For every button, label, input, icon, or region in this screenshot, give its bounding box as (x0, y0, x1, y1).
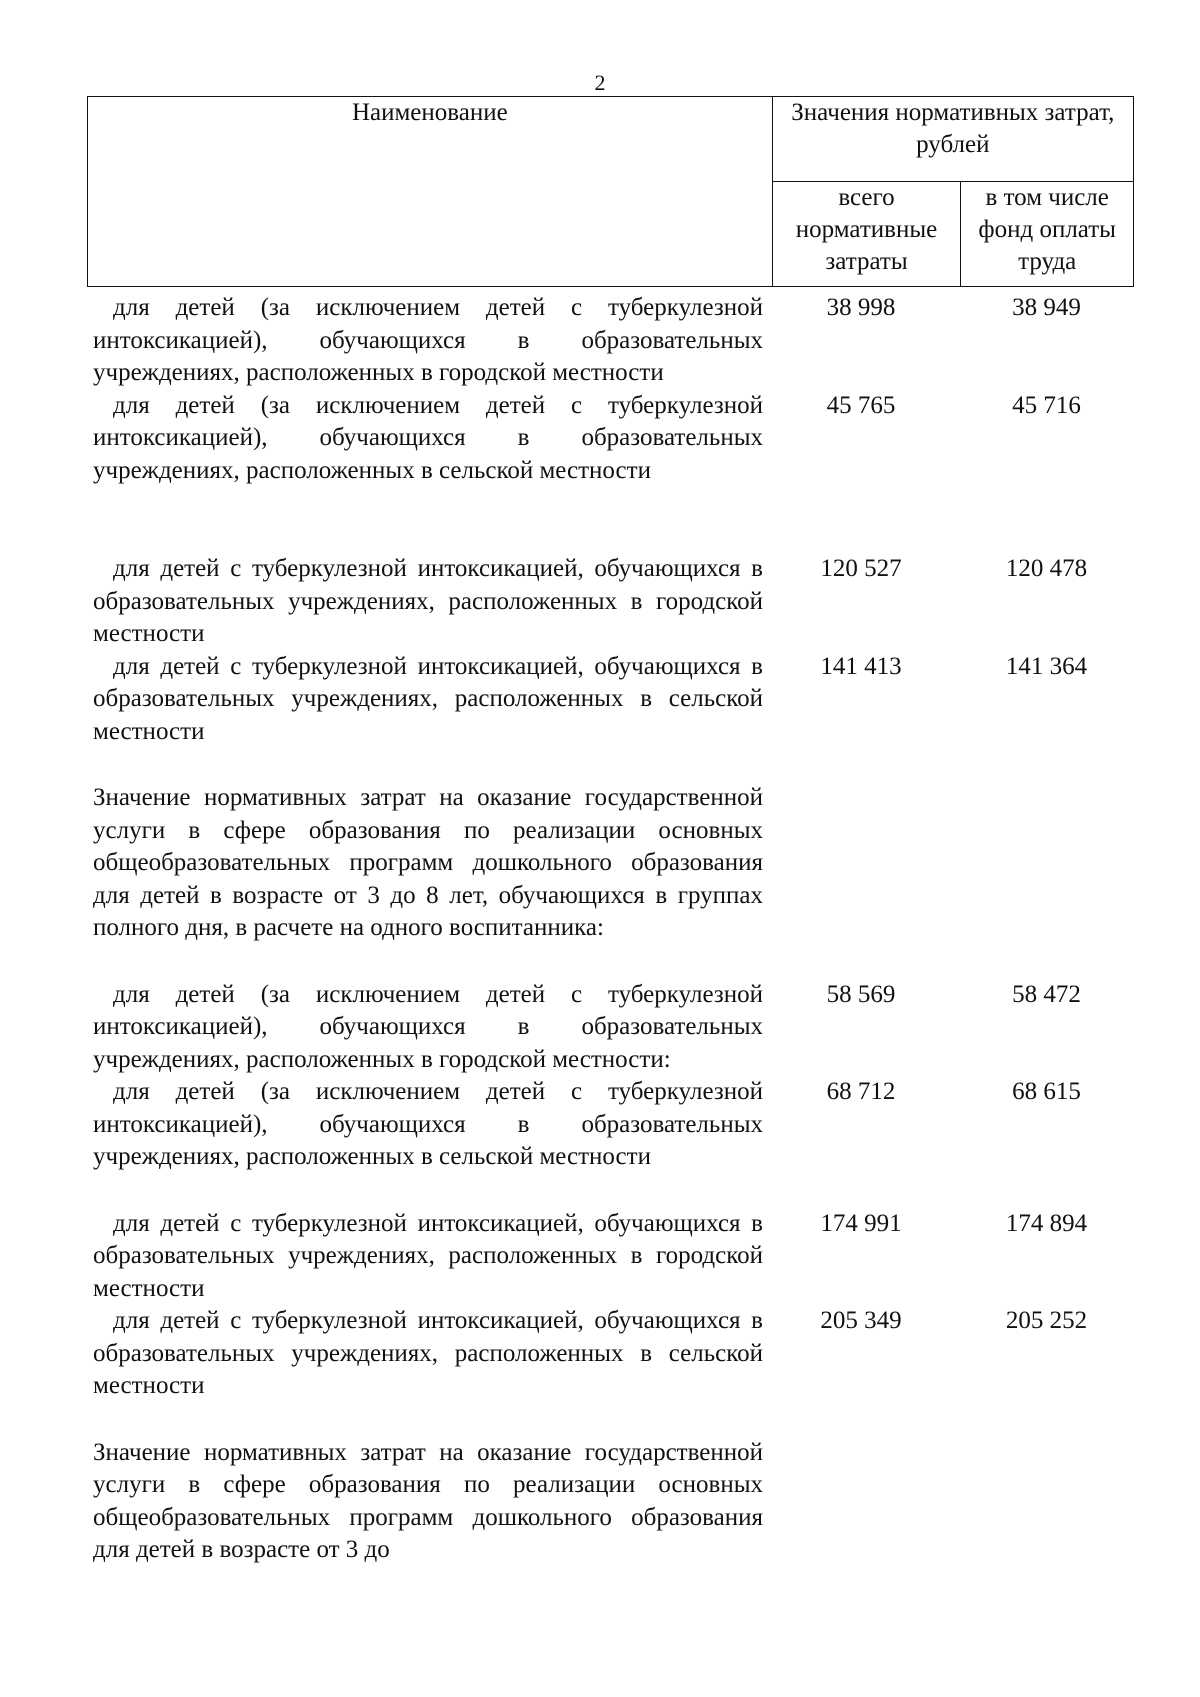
row-name: для детей с туберкулезной интоксикацией, обучающихся в образовательных учреждениях, расположенных в городской местности (93, 555, 763, 647)
row-total: 45 765 (826, 391, 896, 419)
table-row (93, 651, 1134, 749)
table-row (93, 553, 1134, 651)
table-row (93, 1076, 1134, 1174)
table-row (93, 979, 1134, 1077)
table-row (93, 292, 1134, 390)
table-row (93, 1305, 1134, 1403)
table-header (87, 96, 1134, 287)
header-total: всего нормативные затраты (772, 182, 961, 287)
table-row (93, 1208, 1134, 1306)
row-fot: 58 472 (1012, 980, 1081, 1008)
row-total: 58 569 (826, 980, 896, 1008)
row-name: для детей (за исключением детей с туберкулезной интоксикацией), обучающихся в образовательных учреждениях, расположенных в городской местности: (93, 980, 763, 1073)
row-fot: 120 478 (1005, 555, 1088, 582)
row-fot: 141 364 (1005, 652, 1088, 680)
section-heading: Значение нормативных затрат на оказание государственной услуги в сфере образования по реализации основных общеобразовательных программ дошкольного образования для детей в возрасте от 3 до 8 лет, обучающихся в группах полного дня, в расчете на одного воспитанника: (93, 784, 763, 941)
table-body (93, 292, 1134, 1567)
row-name: для детей (за исключением детей с туберкулезной интоксикацией), обучающихся в образовательных учреждениях, расположенных в сельской местности (93, 1078, 763, 1170)
table-row (93, 390, 1134, 488)
header-values: Значения нормативных затрат, рублей (772, 97, 1133, 182)
header-name: Наименование (88, 97, 773, 287)
row-total: 68 712 (826, 1078, 896, 1105)
row-fot: 68 615 (1012, 1078, 1081, 1105)
row-total: 120 527 (820, 555, 902, 582)
row-total: 174 991 (820, 1209, 902, 1237)
row-name: для детей с туберкулезной интоксикацией, обучающихся в образовательных учреждениях, расположенных в сельской местности (93, 1307, 763, 1399)
header-fot: в том числе фонд оплаты труда (961, 182, 1134, 287)
row-name: для детей (за исключением детей с туберкулезной интоксикацией), обучающихся в образовательных учреждениях, расположенных в городской местности (93, 294, 763, 386)
row-total: 38 998 (826, 294, 896, 321)
row-total: 141 413 (820, 652, 902, 680)
row-fot: 38 949 (1012, 294, 1081, 321)
row-fot: 45 716 (1012, 391, 1081, 419)
row-name: для детей с туберкулезной интоксикацией, обучающихся в образовательных учреждениях, расположенных в сельской местности (93, 652, 763, 745)
section-heading: Значение нормативных затрат на оказание государственной услуги в сфере образования по реализации основных общеобразовательных программ дошкольного образования для детей в возрасте от 3 до (93, 1438, 763, 1563)
row-name: для детей с туберкулезной интоксикацией, обучающихся в образовательных учреждениях, расположенных в городской местности (93, 1209, 763, 1302)
row-fot: 174 894 (1005, 1209, 1088, 1237)
row-fot: 205 252 (1005, 1307, 1088, 1334)
row-name: для детей (за исключением детей с туберкулезной интоксикацией), обучающихся в образовательных учреждениях, расположенных в сельской местности (93, 391, 763, 484)
page-number: 2 (594, 70, 606, 95)
row-total: 205 349 (820, 1307, 902, 1334)
